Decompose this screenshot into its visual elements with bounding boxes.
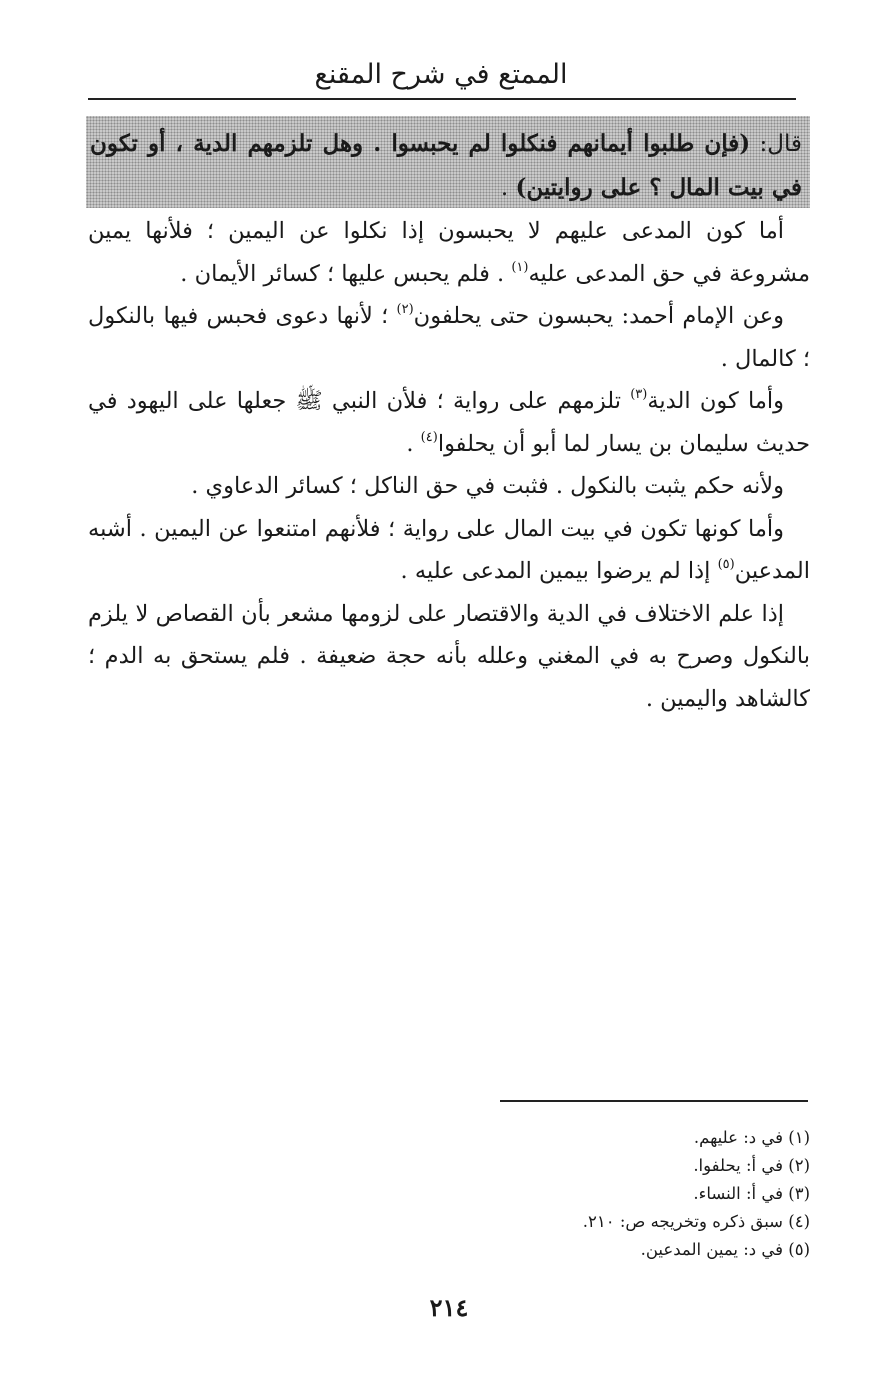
commentary-body [88, 210, 810, 720]
footnotes [88, 1124, 810, 1264]
footnote-separator [500, 1100, 808, 1102]
paragraph-text: وأما كون الدية [647, 388, 784, 414]
paragraph-4 [88, 465, 810, 508]
paragraph-text: ولأنه حكم يثبت بالنكول . فثبت في حق الناكل ؛ كسائر الدعاوي . [191, 473, 784, 499]
matn-quote [90, 122, 802, 210]
page-number: ٢١٤ [429, 1293, 469, 1322]
footnote-5: (٥) في د: يمين المدعين. [640, 1240, 810, 1259]
footnote-ref: (٤) [420, 429, 438, 445]
paragraph-text: وأما كونها تكون في بيت المال على رواية ؛ فلأنهم امتنعوا عن اليمين . أشبه المدعين [88, 515, 810, 584]
footnote-ref: (٥) [717, 557, 735, 572]
footnote-ref: (٢) [396, 302, 414, 317]
quote-lead: قال: [750, 131, 802, 157]
footnote-ref: (١) [511, 259, 529, 275]
paragraph-text: . فلم يحبس عليها ؛ كسائر الأيمان . [180, 260, 512, 287]
header-rule [88, 98, 796, 100]
paragraph-2 [88, 295, 810, 380]
footnote-1: (١) في د: عليهم. [693, 1128, 810, 1147]
footnote-4: (٤) سبق ذكره وتخريجه ص: ٢١٠. [582, 1212, 810, 1231]
quote-end: . [500, 175, 516, 201]
footnote-3: (٣) في أ: النساء. [693, 1184, 810, 1203]
paragraph-text: . [406, 430, 421, 457]
paragraph-text: إذا علم الاختلاف في الدية والاقتصار على لزومها مشعر بأن القصاص لا يلزم بالنكول وصرح به في المغني وعلله بأنه حجة ضعيفة . فلم يستحق به الدم ؛ كالشاهد واليمين . [88, 600, 810, 712]
paragraph-6 [88, 593, 810, 721]
paragraph-5 [88, 508, 810, 593]
paragraph-1 [88, 210, 810, 295]
paragraph-text: وعن الإمام أحمد: يحبسون حتى يحلفون [413, 303, 784, 329]
paragraph-3 [88, 380, 810, 465]
quote-text: (فإن طلبوا أيمانهم فنكلوا لم يحبسوا . وهل تلزمهم الدية ، أو تكون في بيت المال ؟ على روايتين) [90, 130, 802, 201]
paragraph-text: إذا لم يرضوا بيمين المدعى عليه . [400, 558, 718, 584]
footnote-ref: (٣) [630, 387, 648, 402]
paragraph-text: تلزمهم على رواية ؛ فلأن النبي ﷺ جعلها على اليهود في حديث سليمان بن يسار لما أبو أن يحلفوا [88, 388, 810, 457]
footnote-2: (٢) في أ: يحلفوا. [693, 1156, 810, 1175]
running-header-title: الممتع في شرح المقنع [314, 59, 568, 90]
paragraph-text: ؛ لأنها دعوى فحبس فيها بالنكول ؛ كالمال . [88, 303, 810, 372]
paragraph-text: أما كون المدعى عليهم لا يحبسون إذا نكلوا عن اليمين ؛ فلأنها يمين مشروعة في حق المدعى عليه [88, 218, 810, 287]
